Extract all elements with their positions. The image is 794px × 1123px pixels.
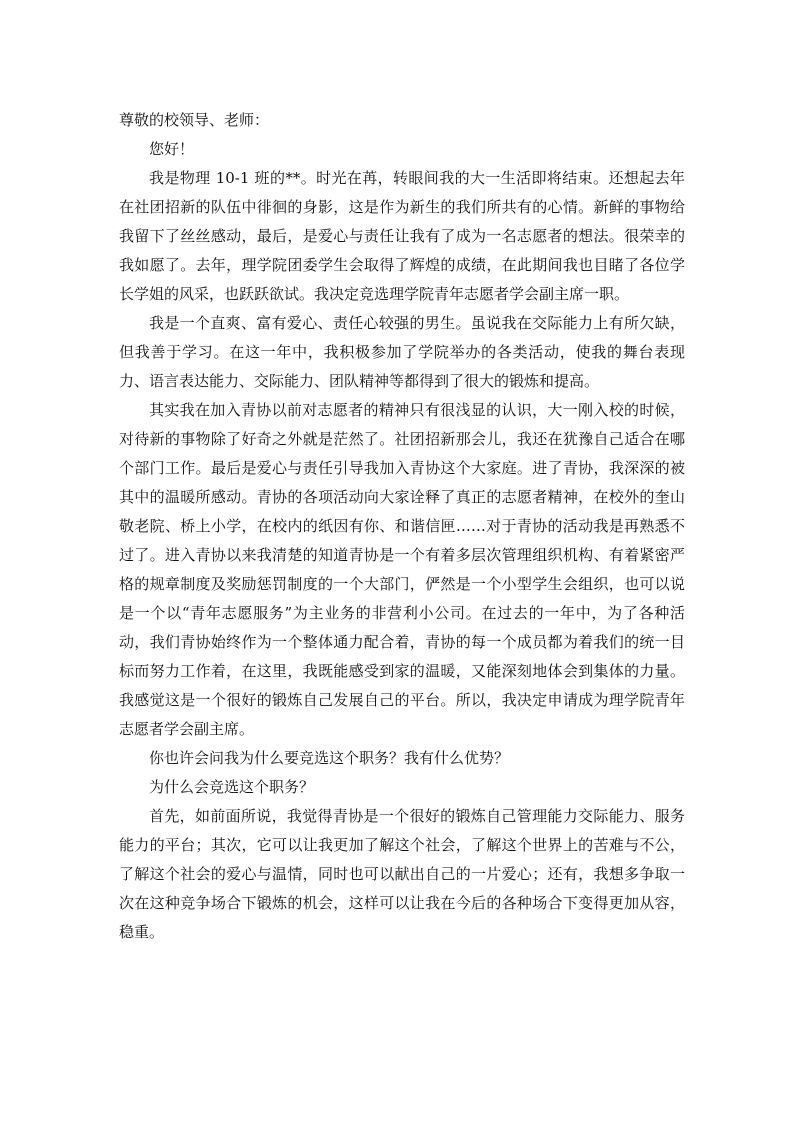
paragraph-experience: 其实我在加入青协以前对志愿者的精神只有很浅显的认识，大一刚入校的时候，对待新的事物除了好奇之外就是茫然了。社团招新那会儿，我还在犹豫自己适合在哪个部门工作。最后是爱心与责任引导我加入青协这个大家庭。进了青协，我深深的被其中的温暖所感动。青协的各项活动向大家诠释了真正的志愿者精神，在校外的奎山敬老院、桥上小学，在校内的纸因有你、和谐信匣……对于青协的活动我是再熟悉不过了。进入青协以来我清楚的知道青协是一个有着多层次管理组织机构、有着紧密严格的规章制度及奖励惩罚制度的一个大部门，俨然是一个小型学生会组织，也可以说是一个以“青年志愿服务”为主业务的非营利小公司。在过去的一年中，为了各种活动，我们青协始终作为一个整体通力配合着，青协的每一个成员都为着我们的统一目标而努力工作着，在这里，我既能感受到家的温暖，又能深刻地体会到集体的力量。我感觉这是一个很好的锻炼自己发展自己的平台。所以，我决定申请成为理学院青年志愿者学会副主席。 [119,401,685,738]
paragraph-greeting: 您好！ [149,140,195,158]
salutation: 尊敬的校领导、老师： [119,111,270,129]
paragraph-subheading: 为什么会竞选这个职务？ [149,778,315,796]
paragraph-introduction: 我是物理 10-1 班的**。时光在苒，转眼间我的大一生活即将结束。还想起去年在社团招新的队伍中徘徊的身影，这是作为新生的我们所共有的心情。新鲜的事物给我留下了丝丝感动，最后，是爱心与责任让我有了成为一名志愿者的想法。很荣幸的我如愿了。去年，理学院团委学生会取得了辉煌的成绩，在此期间我也目睹了各位学长学姐的风采，也跃跃欲试。我决定竞选理学院青年志愿者学会副主席一职。 [119,169,685,303]
paragraph-personality: 我是一个直爽、富有爱心、责任心较强的男生。虽说我在交际能力上有所欠缺，但我善于学习。在这一年中，我积极参加了学院举办的各类活动，使我的舞台表现力、语言表达能力、交际能力、团队精神等都得到了很大的锻炼和提高。 [119,314,685,390]
paragraph-reasons: 首先，如前面所说，我觉得青协是一个很好的锻炼自己管理能力交际能力、服务能力的平台；其次，它可以让我更加了解这个社会，了解这个世界上的苦难与不公，了解这个社会的爱心与温情，同时也可以献出自己的一片爱心；还有，我想多争取一次在这种竞争场合下锻炼的机会，这样可以让我在今后的各种场合下变得更加从容，稳重。 [119,807,685,941]
document-body [119,106,685,947]
paragraph-question: 你也许会问我为什么要竞选这个职务？我有什么优势？ [149,749,510,767]
